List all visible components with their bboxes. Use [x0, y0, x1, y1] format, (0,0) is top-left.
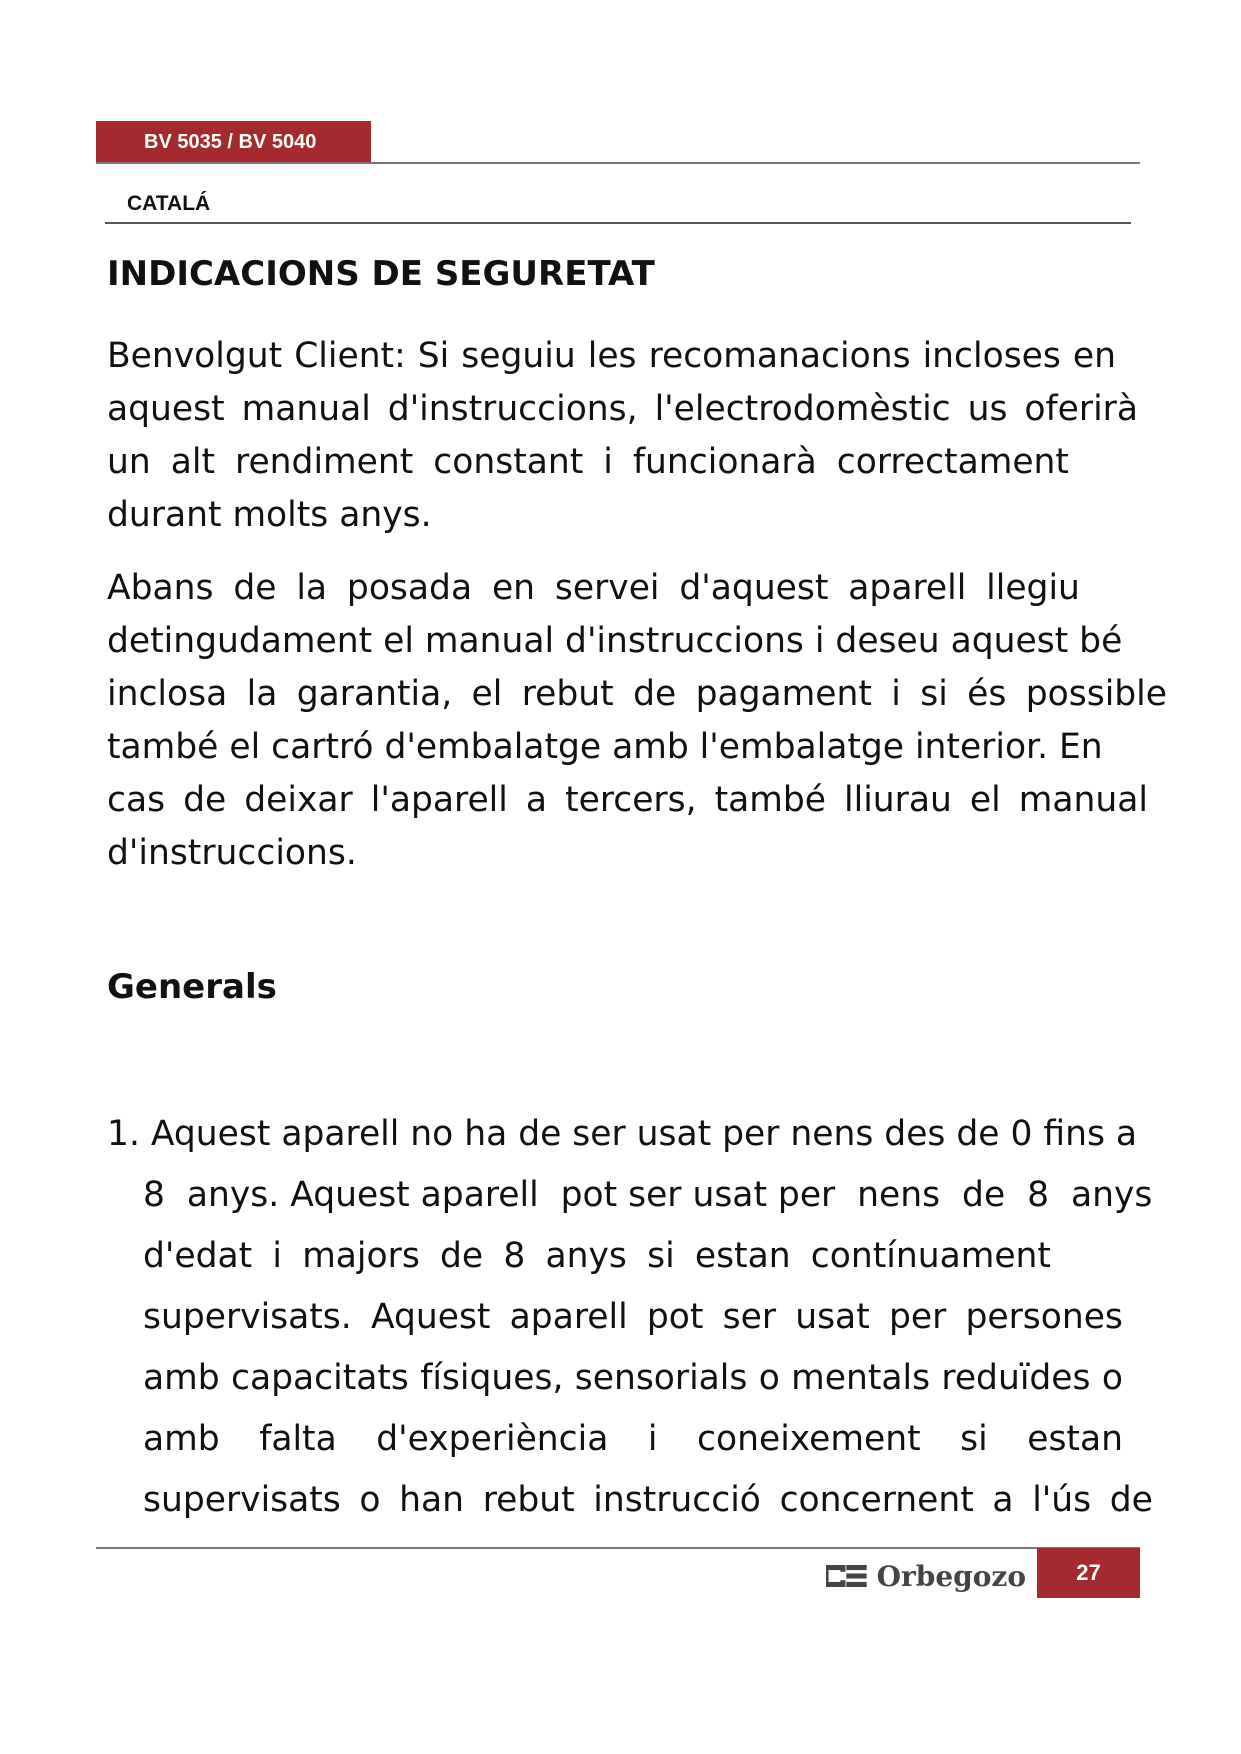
list-item-1-first-line: 1. Aquest aparell no ha de ser usat per nens des de 0 fins a — [107, 1114, 1138, 1154]
header-rule-bottom — [105, 222, 1131, 224]
intro-p1-line-3: un alt rendiment constant i funcionarà correctament — [107, 442, 1069, 482]
intro-p1-line-2: aquest manual d'instruccions, l'electrodomèstic us oferirà — [107, 389, 1138, 429]
list-item — [107, 1104, 1167, 1531]
list-item-1-line-4: supervisats. Aquest aparell pot ser usat per persones — [143, 1297, 1123, 1337]
intro-p2-line-6: d'instruccions. — [107, 833, 357, 873]
brand-logo — [826, 1556, 1026, 1596]
list-item-1-line-3: d'edat i majors de 8 anys si estan contínuament — [143, 1236, 1051, 1276]
intro-p2-line-2: detingudament el manual d'instruccions i deseu aquest bé — [107, 621, 1123, 661]
model-tab — [96, 121, 371, 163]
page-number: 27 — [1037, 1548, 1140, 1598]
list-item-1-line-7: supervisats o han rebut instrucció concernent a l'ús de — [143, 1480, 1153, 1520]
intro-p2-line-3: inclosa la garantia, el rebut de pagament i si és possible — [107, 674, 1167, 714]
list-item-1-line-5: amb capacitats físiques, sensorials o mentals reduïdes o — [143, 1358, 1123, 1398]
intro-p1-line-4: durant molts anys. — [107, 495, 432, 535]
list-item-1-line-6: amb falta d'experiència i coneixement si estan — [143, 1419, 1123, 1459]
header-rule-top — [96, 162, 1140, 164]
page-title: INDICACIONS DE SEGURETAT — [107, 254, 655, 294]
intro-p2-line-4: també el cartró d'embalatge amb l'embalatge interior. En — [107, 727, 1103, 767]
list-item-1-line-2: 8 anys. Aquest aparell pot ser usat per nens de 8 anys — [143, 1175, 1153, 1215]
section-title: Generals — [107, 967, 277, 1007]
footer-rule — [96, 1547, 1140, 1549]
model-label: BV 5035 / BV 5040 — [144, 131, 317, 153]
intro-p1-line-1: Benvolgut Client: Si seguiu les recomanacions incloses en — [107, 336, 1116, 376]
brand-name: Orbegozo — [876, 1559, 1026, 1593]
intro-paragraph-1 — [107, 330, 1167, 542]
language-label: CATALÁ — [127, 192, 211, 215]
list-item-1-continuation — [143, 1165, 1167, 1531]
intro-p2-line-5: cas de deixar l'aparell a tercers, també lliurau el manual — [107, 780, 1148, 820]
intro-p2-line-1: Abans de la posada en servei d'aquest aparell llegiu — [107, 568, 1080, 608]
intro-paragraph-2 — [107, 562, 1167, 880]
brand-mark-icon — [826, 1563, 867, 1589]
